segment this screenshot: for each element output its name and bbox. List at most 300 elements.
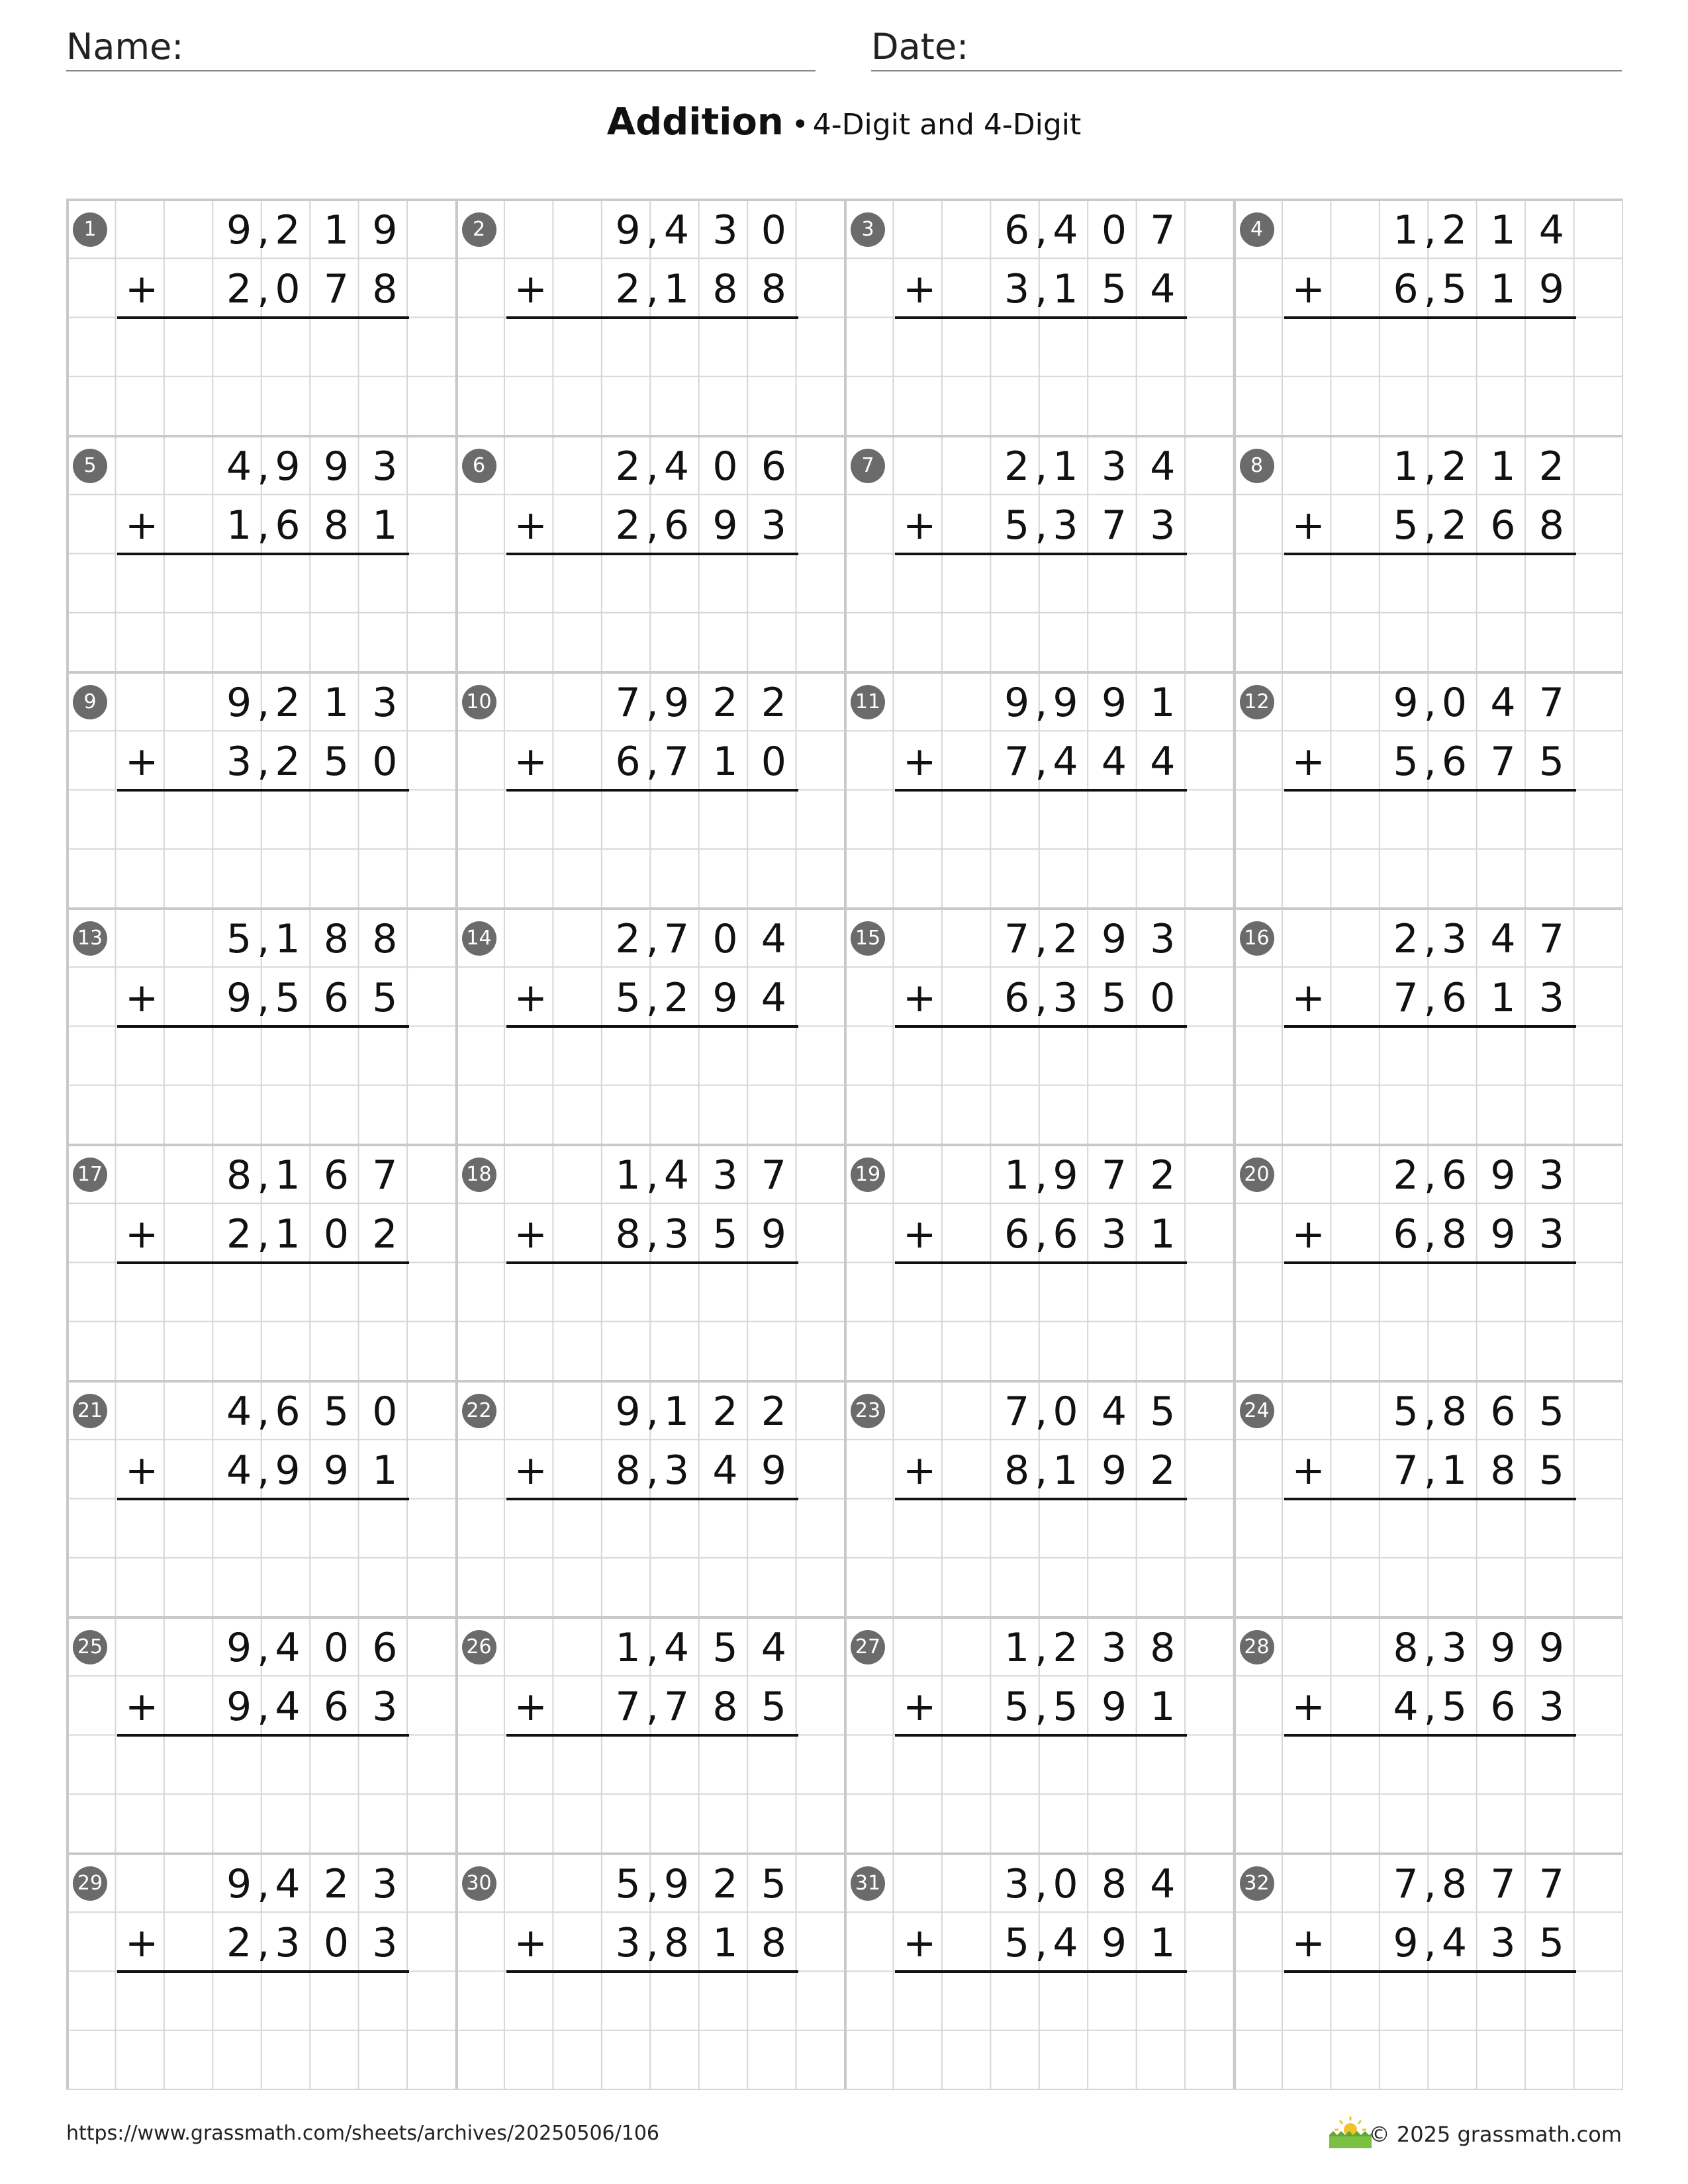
bottom-digit: 7 (663, 1684, 690, 1731)
thousands-comma: , (1035, 1861, 1048, 1907)
thousands-comma: , (1035, 266, 1048, 313)
top-digit: 7 (1393, 1861, 1419, 1907)
top-digit: 2 (1150, 1152, 1176, 1199)
thousands-comma: , (1035, 1447, 1048, 1494)
bottom-digit: 4 (761, 975, 786, 1022)
problem-number-badge: 17 (73, 1158, 107, 1192)
bottom-digit: 5 (1004, 1920, 1030, 1967)
bottom-digit: 1 (1150, 1684, 1176, 1731)
bottom-digit: 3 (1150, 502, 1176, 549)
top-digit: 7 (372, 1152, 398, 1199)
top-digit: 9 (275, 443, 301, 490)
problem (844, 671, 1233, 907)
footer-url: https://www.grassmath.com/sheets/archives/20250506/106 (66, 2122, 660, 2145)
top-digit: 0 (712, 443, 738, 490)
thousands-comma: , (257, 1625, 270, 1671)
answer-line (1284, 553, 1576, 555)
bottom-digit: 3 (761, 502, 786, 549)
bottom-digit: 6 (323, 1684, 349, 1731)
plus-operator: + (1291, 1920, 1325, 1967)
plus-operator: + (1291, 1447, 1325, 1494)
top-digit: 8 (1150, 1625, 1176, 1671)
bottom-digit: 9 (1490, 1211, 1516, 1258)
problem (66, 907, 455, 1144)
answer-line (895, 1025, 1187, 1028)
top-digit: 7 (1538, 916, 1564, 962)
top-digit: 7 (1004, 1388, 1030, 1435)
thousands-comma: , (257, 1211, 270, 1258)
bottom-digit: 8 (372, 266, 398, 313)
bottom-digit: 6 (1490, 1684, 1516, 1731)
bottom-digit: 6 (615, 739, 641, 786)
bottom-digit: 2 (372, 1211, 398, 1258)
top-digit: 9 (226, 680, 252, 726)
top-digit: 2 (1053, 1625, 1078, 1671)
top-digit: 7 (1004, 916, 1030, 962)
top-digit: 2 (712, 680, 738, 726)
thousands-comma: , (1035, 975, 1048, 1022)
bottom-digit: 9 (1538, 266, 1564, 313)
bottom-digit: 4 (226, 1447, 252, 1494)
answer-line (895, 316, 1187, 319)
bottom-digit: 5 (1393, 739, 1419, 786)
problem-number-badge: 26 (462, 1630, 496, 1664)
answer-line (1284, 1261, 1576, 1264)
bottom-digit: 3 (1004, 266, 1030, 313)
problem (455, 1852, 845, 2089)
thousands-comma: , (1423, 1920, 1436, 1967)
problem (1233, 1380, 1622, 1616)
thousands-comma: , (1423, 916, 1436, 962)
plus-operator: + (903, 1447, 937, 1494)
problem (1233, 1852, 1622, 2089)
top-digit: 4 (663, 207, 690, 253)
name-label: Name: (66, 26, 184, 68)
name-field[interactable] (66, 20, 816, 71)
top-digit: 5 (761, 1861, 786, 1907)
answer-line (895, 789, 1187, 792)
thousands-comma: , (645, 207, 659, 253)
plus-operator: + (903, 739, 937, 786)
top-digit: 5 (712, 1625, 738, 1671)
thousands-comma: , (257, 680, 270, 726)
top-digit: 4 (761, 1625, 786, 1671)
bottom-digit: 6 (1393, 266, 1419, 313)
plus-operator: + (1291, 502, 1325, 549)
top-digit: 7 (1101, 1152, 1127, 1199)
top-digit: 9 (372, 207, 398, 253)
answer-line (117, 1970, 409, 1973)
date-label: Date: (871, 26, 969, 68)
problem-number-badge: 5 (73, 449, 107, 483)
bottom-digit: 2 (275, 739, 301, 786)
bottom-digit: 0 (1150, 975, 1176, 1022)
top-digit: 1 (1393, 443, 1419, 490)
top-digit: 2 (761, 680, 786, 726)
top-digit: 6 (275, 1388, 301, 1435)
top-digit: 9 (1538, 1625, 1564, 1671)
bottom-digit: 4 (1150, 266, 1176, 313)
bottom-digit: 9 (1101, 1447, 1127, 1494)
top-digit: 7 (1538, 1861, 1564, 1907)
title-subtitle: 4-Digit and 4-Digit (812, 108, 1082, 142)
plus-operator: + (125, 739, 159, 786)
problem-number-badge: 23 (851, 1394, 885, 1428)
thousands-comma: , (1035, 680, 1048, 726)
problem-number-badge: 6 (462, 449, 496, 483)
bottom-digit: 0 (323, 1920, 349, 1967)
top-digit: 5 (1150, 1388, 1176, 1435)
date-field[interactable] (871, 20, 1622, 71)
top-digit: 9 (1101, 916, 1127, 962)
top-digit: 9 (1490, 1152, 1516, 1199)
thousands-comma: , (1423, 975, 1436, 1022)
plus-operator: + (903, 1684, 937, 1731)
answer-line (895, 1261, 1187, 1264)
bottom-digit: 4 (1441, 1920, 1468, 1967)
top-digit: 1 (1150, 680, 1176, 726)
thousands-comma: , (257, 975, 270, 1022)
thousands-comma: , (257, 502, 270, 549)
top-digit: 5 (1538, 1388, 1564, 1435)
plus-operator: + (125, 975, 159, 1022)
top-digit: 3 (1538, 1152, 1564, 1199)
bottom-digit: 4 (275, 1684, 301, 1731)
problem (455, 199, 845, 435)
thousands-comma: , (645, 1684, 659, 1731)
problem (455, 1144, 845, 1380)
top-digit: 3 (1101, 1625, 1127, 1671)
plus-operator: + (1291, 266, 1325, 313)
answer-line (117, 789, 409, 792)
problem-number-badge: 27 (851, 1630, 885, 1664)
bottom-digit: 5 (1538, 1920, 1564, 1967)
bottom-digit: 9 (226, 975, 252, 1022)
plus-operator: + (514, 1447, 547, 1494)
top-digit: 2 (1441, 207, 1468, 253)
bottom-digit: 7 (663, 739, 690, 786)
bottom-digit: 3 (663, 1447, 690, 1494)
bottom-digit: 6 (1441, 739, 1468, 786)
top-digit: 3 (372, 1861, 398, 1907)
bottom-digit: 4 (1393, 1684, 1419, 1731)
bottom-digit: 1 (1053, 1447, 1078, 1494)
problem (455, 1380, 845, 1616)
bottom-digit: 7 (1490, 739, 1516, 786)
bottom-digit: 2 (226, 1211, 252, 1258)
thousands-comma: , (645, 680, 659, 726)
top-digit: 1 (615, 1152, 641, 1199)
bottom-digit: 2 (226, 1920, 252, 1967)
bottom-digit: 8 (1538, 502, 1564, 549)
bottom-digit: 6 (1004, 975, 1030, 1022)
answer-line (506, 1970, 798, 1973)
bottom-digit: 8 (615, 1447, 641, 1494)
top-digit: 2 (323, 1861, 349, 1907)
bottom-digit: 6 (323, 975, 349, 1022)
bottom-digit: 8 (615, 1211, 641, 1258)
bottom-digit: 0 (372, 739, 398, 786)
problem-number-badge: 22 (462, 1394, 496, 1428)
top-digit: 1 (1490, 207, 1516, 253)
thousands-comma: , (257, 1684, 270, 1731)
plus-operator: + (125, 1684, 159, 1731)
top-digit: 0 (1053, 1861, 1078, 1907)
plus-operator: + (125, 266, 159, 313)
plus-operator: + (125, 1211, 159, 1258)
plus-operator: + (903, 266, 937, 313)
bottom-digit: 7 (323, 266, 349, 313)
top-digit: 8 (1441, 1861, 1468, 1907)
answer-line (117, 1498, 409, 1500)
bottom-digit: 5 (615, 975, 641, 1022)
bottom-digit: 1 (372, 1447, 398, 1494)
bottom-digit: 9 (275, 1447, 301, 1494)
top-digit: 2 (712, 1861, 738, 1907)
top-digit: 0 (1053, 1388, 1078, 1435)
thousands-comma: , (257, 443, 270, 490)
plus-operator: + (1291, 1211, 1325, 1258)
top-digit: 3 (712, 1152, 738, 1199)
answer-line (117, 1025, 409, 1028)
thousands-comma: , (645, 739, 659, 786)
top-digit: 1 (615, 1625, 641, 1671)
thousands-comma: , (645, 1211, 659, 1258)
bottom-digit: 7 (1393, 1447, 1419, 1494)
problem-number-badge: 10 (462, 685, 496, 719)
plus-operator: + (514, 502, 547, 549)
top-digit: 1 (663, 1388, 690, 1435)
top-digit: 4 (1150, 1861, 1176, 1907)
bottom-digit: 3 (275, 1920, 301, 1967)
problem-number-badge: 9 (73, 685, 107, 719)
problem (455, 907, 845, 1144)
answer-line (895, 1970, 1187, 1973)
bottom-digit: 1 (275, 1211, 301, 1258)
plus-operator: + (514, 975, 547, 1022)
plus-operator: + (125, 1447, 159, 1494)
top-digit: 8 (1393, 1625, 1419, 1671)
answer-line (117, 553, 409, 555)
problem (1233, 1144, 1622, 1380)
bottom-digit: 2 (615, 502, 641, 549)
bottom-digit: 4 (712, 1447, 738, 1494)
top-digit: 1 (275, 1152, 301, 1199)
thousands-comma: , (1035, 1152, 1048, 1199)
top-digit: 1 (1004, 1152, 1030, 1199)
bottom-digit: 2 (1441, 502, 1468, 549)
thousands-comma: , (1035, 1625, 1048, 1671)
answer-line (895, 1734, 1187, 1737)
bottom-digit: 2 (226, 266, 252, 313)
problem (66, 435, 455, 671)
top-digit: 7 (663, 916, 690, 962)
problem (844, 199, 1233, 435)
top-digit: 4 (1101, 1388, 1127, 1435)
bottom-digit: 3 (1053, 502, 1078, 549)
problem (1233, 435, 1622, 671)
top-digit: 3 (372, 443, 398, 490)
answer-line (117, 316, 409, 319)
top-digit: 4 (1053, 207, 1078, 253)
bottom-digit: 6 (1441, 975, 1468, 1022)
top-digit: 2 (615, 916, 641, 962)
thousands-comma: , (1035, 1388, 1048, 1435)
top-digit: 9 (226, 207, 252, 253)
bottom-digit: 1 (1150, 1211, 1176, 1258)
top-digit: 9 (1053, 1152, 1078, 1199)
top-digit: 0 (712, 916, 738, 962)
thousands-comma: , (645, 1152, 659, 1199)
problem (455, 671, 845, 907)
plus-operator: + (514, 1920, 547, 1967)
top-digit: 2 (761, 1388, 786, 1435)
bottom-digit: 6 (1053, 1211, 1078, 1258)
answer-line (117, 1734, 409, 1737)
thousands-comma: , (645, 443, 659, 490)
bottom-digit: 0 (275, 266, 301, 313)
plus-operator: + (514, 1684, 547, 1731)
bottom-digit: 6 (275, 502, 301, 549)
problem (844, 1380, 1233, 1616)
thousands-comma: , (257, 207, 270, 253)
answer-line (1284, 316, 1576, 319)
bottom-digit: 5 (372, 975, 398, 1022)
top-digit: 2 (1441, 443, 1468, 490)
bottom-digit: 5 (761, 1684, 786, 1731)
top-digit: 5 (226, 916, 252, 962)
plus-operator: + (514, 266, 547, 313)
problem (66, 671, 455, 907)
bottom-digit: 5 (1004, 1684, 1030, 1731)
top-digit: 3 (712, 207, 738, 253)
worksheet-title (0, 101, 1688, 144)
bottom-digit: 9 (1101, 1684, 1127, 1731)
top-digit: 5 (1393, 1388, 1419, 1435)
plus-operator: + (903, 1211, 937, 1258)
top-digit: 8 (1101, 1861, 1127, 1907)
thousands-comma: , (1423, 739, 1436, 786)
title-main: Addition (606, 101, 784, 144)
problem (66, 1380, 455, 1616)
bottom-digit: 7 (1101, 502, 1127, 549)
top-digit: 2 (1053, 916, 1078, 962)
bottom-digit: 3 (663, 1211, 690, 1258)
top-digit: 7 (615, 680, 641, 726)
top-digit: 4 (226, 1388, 252, 1435)
top-digit: 2 (275, 207, 301, 253)
bottom-digit: 8 (1004, 1447, 1030, 1494)
plus-operator: + (514, 1211, 547, 1258)
top-digit: 4 (275, 1861, 301, 1907)
bottom-digit: 1 (712, 739, 738, 786)
top-digit: 9 (226, 1625, 252, 1671)
thousands-comma: , (257, 1861, 270, 1907)
bottom-digit: 5 (712, 1211, 738, 1258)
top-digit: 4 (226, 443, 252, 490)
problem (844, 1852, 1233, 2089)
plus-operator: + (1291, 975, 1325, 1022)
problem-number-badge: 18 (462, 1158, 496, 1192)
answer-line (506, 1261, 798, 1264)
answer-line (1284, 789, 1576, 792)
top-digit: 2 (275, 680, 301, 726)
answer-line (506, 1734, 798, 1737)
bottom-digit: 8 (712, 1684, 738, 1731)
thousands-comma: , (257, 739, 270, 786)
top-digit: 1 (323, 680, 349, 726)
top-digit: 2 (1538, 443, 1564, 490)
problem-number-badge: 1 (73, 212, 107, 247)
thousands-comma: , (1423, 1211, 1436, 1258)
answer-line (117, 1261, 409, 1264)
thousands-comma: , (1035, 207, 1048, 253)
bottom-digit: 3 (1538, 1211, 1564, 1258)
thousands-comma: , (645, 1920, 659, 1967)
footer-copyright: © 2025 grassmath.com (1368, 2122, 1622, 2147)
plus-operator: + (1291, 739, 1325, 786)
answer-line (895, 1498, 1187, 1500)
top-digit: 3 (1441, 916, 1468, 962)
top-digit: 7 (1538, 680, 1564, 726)
top-digit: 6 (1490, 1388, 1516, 1435)
top-digit: 1 (1053, 443, 1078, 490)
top-digit: 6 (761, 443, 786, 490)
problem (66, 1616, 455, 1852)
thousands-comma: , (1423, 266, 1436, 313)
top-digit: 5 (615, 1861, 641, 1907)
top-digit: 1 (323, 207, 349, 253)
problem (1233, 199, 1622, 435)
thousands-comma: , (645, 1447, 659, 1494)
problem-number-badge: 7 (851, 449, 885, 483)
bottom-digit: 7 (1004, 739, 1030, 786)
bottom-digit: 5 (1538, 1447, 1564, 1494)
top-digit: 4 (663, 1625, 690, 1671)
top-digit: 3 (1101, 443, 1127, 490)
top-digit: 4 (1490, 916, 1516, 962)
plus-operator: + (903, 1920, 937, 1967)
bottom-digit: 9 (761, 1211, 786, 1258)
top-digit: 4 (1150, 443, 1176, 490)
answer-line (1284, 1734, 1576, 1737)
bottom-digit: 1 (1490, 975, 1516, 1022)
thousands-comma: , (1035, 739, 1048, 786)
bottom-digit: 7 (1393, 975, 1419, 1022)
problem-number-badge: 21 (73, 1394, 107, 1428)
bottom-digit: 9 (712, 975, 738, 1022)
plus-operator: + (125, 502, 159, 549)
thousands-comma: , (257, 1152, 270, 1199)
bottom-digit: 1 (226, 502, 252, 549)
top-digit: 8 (226, 1152, 252, 1199)
thousands-comma: , (1035, 1920, 1048, 1967)
answer-line (1284, 1498, 1576, 1500)
top-digit: 1 (1004, 1625, 1030, 1671)
thousands-comma: , (645, 1861, 659, 1907)
bottom-digit: 4 (1053, 1920, 1078, 1967)
bottom-digit: 1 (372, 502, 398, 549)
bottom-digit: 9 (226, 1684, 252, 1731)
top-digit: 7 (1490, 1861, 1516, 1907)
top-digit: 4 (1490, 680, 1516, 726)
problem (844, 1144, 1233, 1380)
top-digit: 8 (372, 916, 398, 962)
problem-number-badge: 29 (73, 1866, 107, 1901)
top-digit: 9 (226, 1861, 252, 1907)
top-digit: 1 (275, 916, 301, 962)
top-digit: 8 (323, 916, 349, 962)
